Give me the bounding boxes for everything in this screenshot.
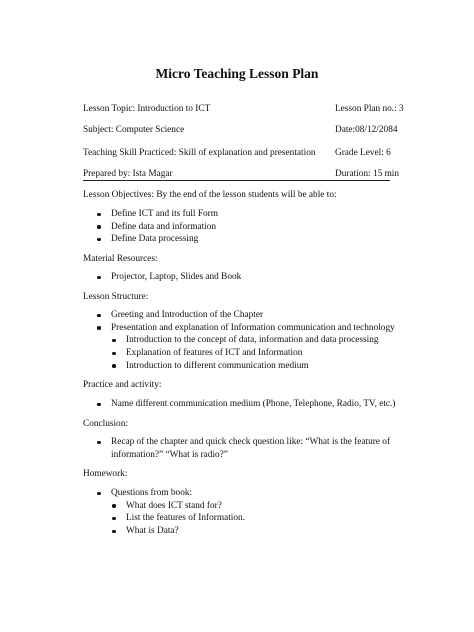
list-item: List the features of Information.	[111, 512, 245, 525]
grade-level: Grade Level: 6	[335, 148, 391, 158]
structure-list	[96, 309, 395, 373]
materials-heading: Material Resources:	[83, 254, 158, 264]
subject: Subject: Computer Science	[83, 125, 185, 135]
list-item: Explanation of features of ICT and Information	[111, 347, 395, 360]
list-item: Projector, Laptop, Slides and Book	[96, 271, 241, 284]
lesson-plan-number: Lesson Plan no.: 3	[335, 104, 404, 114]
list-item: Questions from book:	[96, 487, 245, 500]
list-item: Introduction to different communication medium	[111, 360, 395, 373]
list-item: Greeting and Introduction of the Chapter	[96, 309, 395, 322]
date: Date:08/12/2084	[335, 125, 398, 135]
list-item: Define data and information	[96, 221, 218, 234]
list-item: Define Data processing	[96, 233, 218, 246]
teaching-skill: Teaching Skill Practiced: Skill of explanation and presentation	[83, 148, 316, 158]
objectives-heading: Lesson Objectives: By the end of the lesson students will be able to:	[83, 190, 337, 200]
list-item: Introduction to the concept of data, information and data processing	[111, 334, 395, 347]
list-item: Recap of the chapter and quick check question like: “What is the feature of information?” “What is radio?”	[96, 436, 401, 461]
page-title: Micro Teaching Lesson Plan	[155, 66, 319, 81]
homework-heading: Homework:	[83, 469, 128, 479]
prepared-by: Prepared by: Ista Magar	[83, 169, 173, 179]
duration: Duration: 15 min	[335, 169, 400, 179]
list-item: Name different communication medium (Phone, Telephone, Radio, TV, etc.)	[96, 398, 395, 411]
conclusion-list	[96, 436, 401, 461]
list-item: What is Data?	[111, 525, 245, 538]
list-item: Define ICT and its full Form	[96, 208, 218, 221]
materials-list	[96, 271, 241, 284]
list-item: What does ICT stand for?	[111, 500, 245, 513]
conclusion-heading: Conclusion:	[83, 419, 128, 429]
objectives-list	[96, 208, 218, 246]
header-divider	[83, 180, 390, 181]
lesson-topic: Lesson Topic: Introduction to ICT	[83, 104, 211, 114]
structure-heading: Lesson Structure:	[83, 292, 149, 302]
homework-list	[96, 487, 245, 538]
practice-list	[96, 398, 395, 411]
list-item: Presentation and explanation of Information communication and technology	[96, 322, 395, 335]
practice-heading: Practice and activity:	[83, 380, 162, 390]
